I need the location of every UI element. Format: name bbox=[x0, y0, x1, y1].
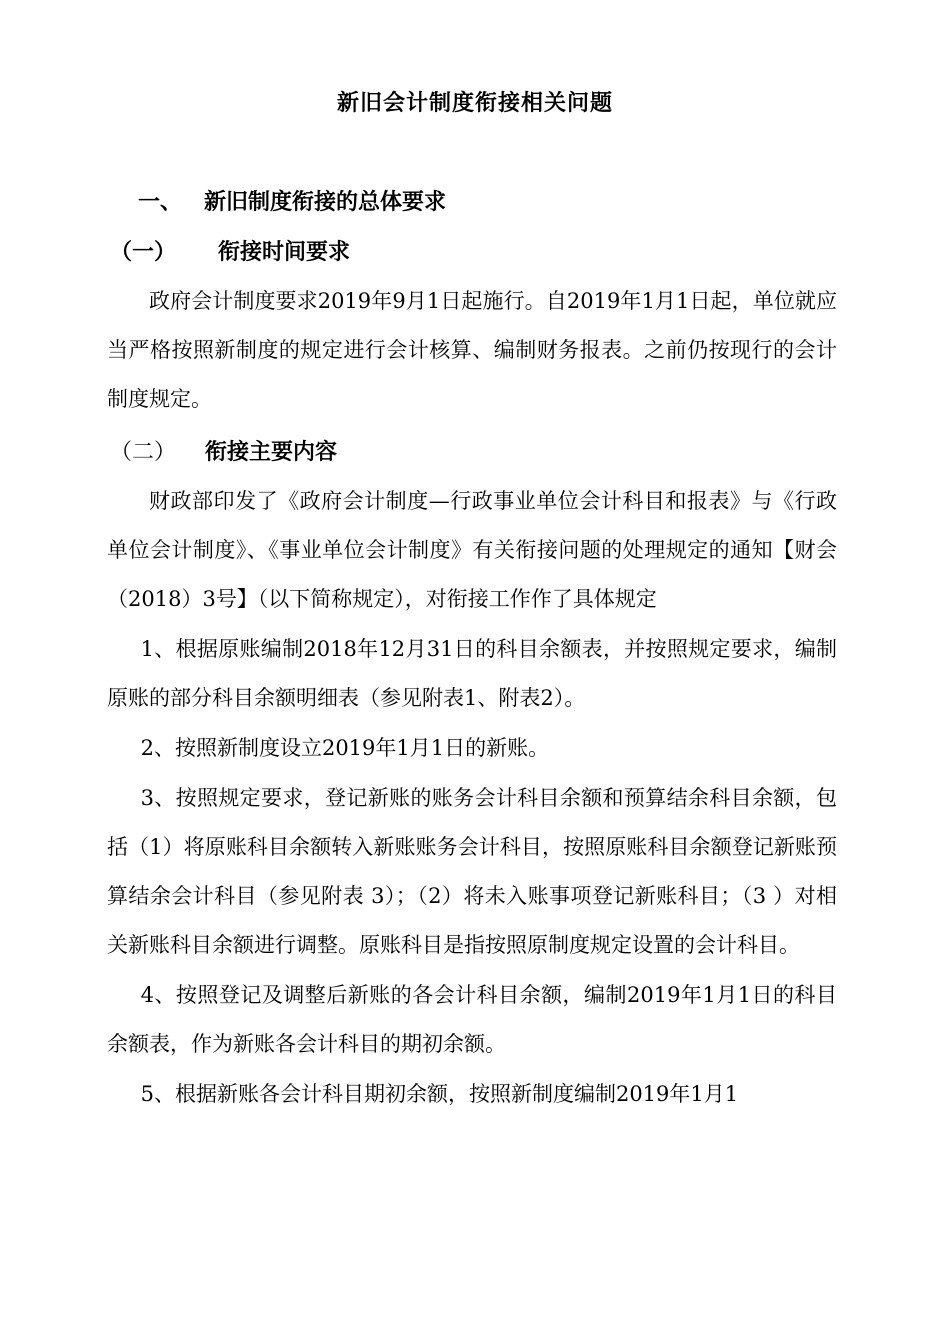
subsection-number: （二） bbox=[110, 440, 177, 465]
list-item: 5、根据新账各会计科目期初余额，按照新制度编制2019年1月1 bbox=[140, 1082, 739, 1106]
subsection-heading-1 bbox=[110, 235, 350, 266]
list-item: 3、按照规定要求，登记新账的账务会计科目余额和预算结余科目余额，包括（1）将原账科目余额转入新账账务会计科目，按照原账科目余额登记新账预算结余会计科目（参见附表 3）；（2）将未入账事项登记新账科目；（3 ）对相关新账科目余额进行调整。原账科目是指按照原制度规定设置的会计科目。 bbox=[107, 786, 837, 957]
paragraph: 财政部印发了《政府会计制度—行政事业单位会计科目和报表》与《行政单位会计制度》、《事业单位会计制度》有关衔接问题的处理规定的通知【财会（2018）3号】（以下简称规定），对衔接工作作了具体规定 bbox=[107, 489, 837, 611]
subsection-heading-text: 衔接时间要求 bbox=[218, 239, 351, 265]
subsection-2-body bbox=[107, 477, 837, 1119]
list-item: 2、按照新制度设立2019年1月1日的新账。 bbox=[140, 736, 550, 760]
paragraph: 政府会计制度要求2019年9月1日起施行。自2019年1月1日起，单位就应当严格按照新制度的规定进行会计核算、编制财务报表。之前仍按现行的会计制度规定。 bbox=[107, 289, 837, 411]
subsection-1-body bbox=[107, 277, 837, 424]
subsection-heading-2 bbox=[110, 435, 337, 466]
document-title: 新旧会计制度衔接相关问题 bbox=[336, 90, 613, 116]
section-heading-text: 新旧制度衔接的总体要求 bbox=[204, 189, 447, 215]
list-item: 4、按照登记及调整后新账的各会计科目余额，编制2019年1月1日的科目余额表，作为新账各会计科目的期初余额。 bbox=[107, 983, 837, 1056]
subsection-heading-text: 衔接主要内容 bbox=[205, 439, 338, 465]
subsection-number: （一） bbox=[110, 239, 177, 265]
section-number: 一、 bbox=[138, 189, 183, 215]
list-item: 1、根据原账编制2018年12月31日的科目余额表，并按照规定要求，编制原账的部分科目余额明细表（参见附表1、附表2）。 bbox=[107, 637, 837, 710]
section-heading-1 bbox=[138, 185, 446, 216]
